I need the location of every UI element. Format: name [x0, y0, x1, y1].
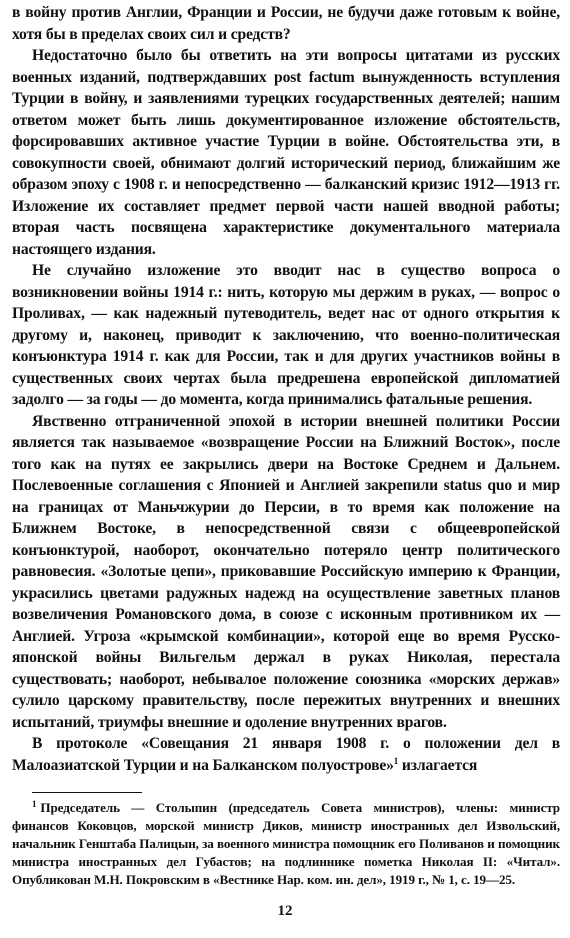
footnote-separator	[32, 792, 142, 793]
footnote-text: Председатель — Столыпин (председатель Совета министров), члены: министр финансов Коковцов, морской министр Диков, министр иностранных дел Извольский, начальник Генштаба Палицын, за военного министра помощник его Поливанов и помощник министра иностранных дел Губастов; на подлиннике пометка Николая II: «Читал». Опубликован М.Н. Покровским в «Вестнике Нар. ком. ин. дел», 1919 г., № 1, с. 19—25.	[12, 800, 560, 887]
footnote-reference[interactable]: 1	[393, 755, 399, 766]
paragraph-4: Явственно отграниченной эпохой в истории внешней политики России является так называемое «возвращение России на Ближний Восток», после того как на путях ее закрылись двери на Востоке Среднем и Дальнем. Послевоенные соглашения с Японией и Англией закрепили status quo и мир на границах от Маньчжурии до Персии, в то время как положение на Ближнем Востоке, в непосредственной связи с общеевропейской конъюнктурой, наоборот, окончательно потеряло центр политического равновесия. «Золотые цепи», приковавшие Российскую империю к Франции, украсились цветами радужных надежд на осуществление заветных планов возвеличения Романовского дома, в союзе с исконным противником их — Англией. Угроза «крымской комбинации», которой еще во время Русско-японской войны Вильгельм держал в руках Николая, перестала существовать; наоборот, небывалое положение союзника «морских держав» сулило царскому правительству, после пережитых внутренних и внешних испытаний, триумфы внешние и одоление внутренних врагов.	[12, 412, 560, 731]
paragraph-5-text: В протоколе «Совещания 21 января 1908 г. о положении дел в Малоазиатской Турции и на Балканском полуострове»	[12, 735, 560, 774]
paragraph-5-tail: излагается	[398, 756, 478, 774]
footnote-mark: 1	[32, 798, 37, 809]
paragraph-3: Не случайно изложение это вводит нас в существо вопроса о возникновении войны 1914 г.: нить, которую мы держим в руках, — вопрос о Проливах, — как надежный путеводитель, ведет нас от одного открытия к другому и, наконец, приводит к заключению, что военно-политическая конъюнктура 1914 г. как для России, так и для других участников войны в существенных своих чертах была предрешена европейской дипломатией задолго — за годы — до момента, когда принимались фатальные решения.	[12, 262, 560, 408]
footnote	[12, 799, 560, 889]
paragraph-1: в войну против Англии, Франции и России, не будучи даже готовым к войне, хотя бы в пределах своих сил и средств?	[12, 4, 560, 43]
document-page	[12, 2, 560, 932]
page-number: 12	[277, 903, 293, 919]
main-text	[12, 2, 560, 776]
paragraph-5	[12, 733, 560, 776]
paragraph-2: Недостаточно было бы ответить на эти вопросы цитатами из русских военных изданий, подтверждавших post factum вынужденность вступления Турции в войну, и заявлениями турецких государственных деятелей; нашим ответом может быть лишь документированное изложение обстоятельств, форсировавших активное участие Турции в войне. Обстоятельства эти, в совокупности своей, обнимают долгий исторический период, ближайшим же образом эпоху с 1908 г. и непосредственно — балканский кризис 1912—1913 гг. Изложение их составляет предмет первой части нашей вводной работы; вторая часть посвящена характеристике документального материала настоящего издания.	[12, 47, 560, 258]
